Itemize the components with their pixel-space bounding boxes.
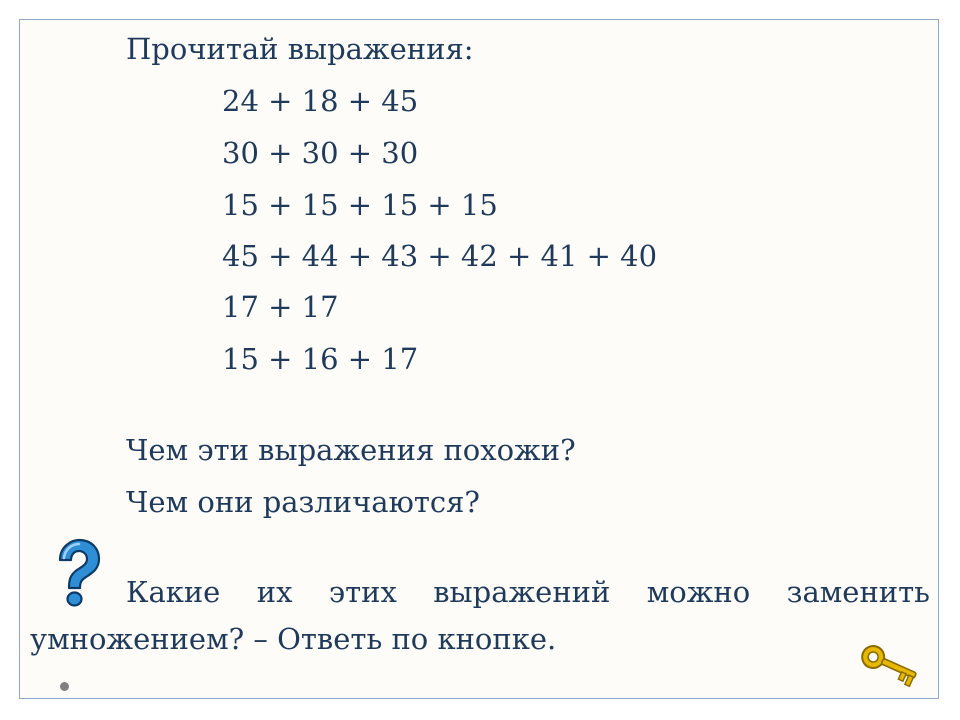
expression-line: 17 + 17 (222, 290, 339, 324)
task-word: заменить (786, 575, 930, 609)
task-word: Какие (126, 575, 221, 609)
task-word: этих (328, 575, 397, 609)
bullet-dot (60, 682, 69, 691)
task-line-1 (126, 574, 930, 610)
question-similar: Чем эти выражения похожи? (126, 433, 576, 467)
key-icon[interactable] (852, 640, 924, 696)
expression-line: 15 + 16 + 17 (222, 342, 419, 376)
expression-line: 24 + 18 + 45 (222, 84, 419, 118)
expression-line: 30 + 30 + 30 (222, 136, 419, 170)
task-line-2: умножением? – Ответь по кнопке. (30, 622, 557, 656)
heading: Прочитай выражения: (126, 32, 474, 66)
question-mark-icon (52, 538, 102, 608)
expression-line: 15 + 15 + 15 + 15 (222, 188, 498, 222)
task-word: можно (646, 575, 751, 609)
task-word: их (256, 575, 293, 609)
expression-line: 45 + 44 + 43 + 42 + 41 + 40 (222, 239, 658, 273)
question-different: Чем они различаются? (126, 485, 480, 519)
task-word: выражений (433, 575, 611, 609)
